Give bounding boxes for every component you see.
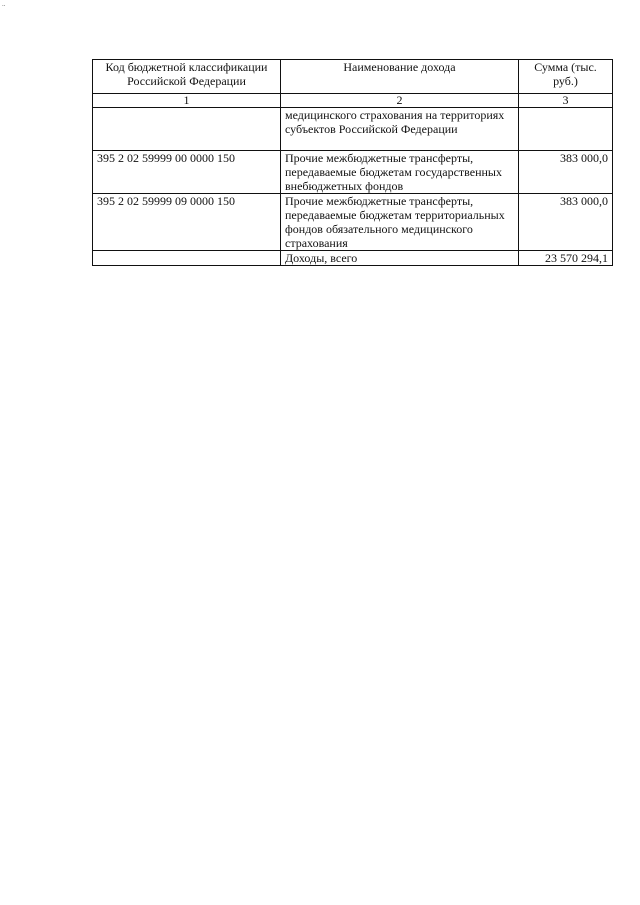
table-row [93, 108, 613, 151]
row-amount [519, 108, 613, 151]
row-name: медицинского страхования на территориях субъектов Российской Федерации [281, 108, 519, 151]
header-row [93, 60, 613, 94]
total-row [93, 251, 613, 266]
row-code [93, 108, 281, 151]
header-code: Код бюджетной классификации Российской Федерации [93, 60, 281, 94]
row-amount: 383 000,0 [519, 194, 613, 251]
table-row [93, 151, 613, 194]
total-amount: 23 570 294,1 [519, 251, 613, 266]
row-code: 395 2 02 59999 00 0000 150 [93, 151, 281, 194]
row-code: 395 2 02 59999 09 0000 150 [93, 194, 281, 251]
revenue-table [92, 59, 613, 266]
row-name: Прочие межбюджетные трансферты, передаваемые бюджетам государственных внебюджетных фондов [281, 151, 519, 194]
header-amount: Сумма (тыс. руб.) [519, 60, 613, 94]
column-number: 1 [93, 94, 281, 108]
header-name: Наименование дохода [281, 60, 519, 94]
column-number: 2 [281, 94, 519, 108]
row-amount: 383 000,0 [519, 151, 613, 194]
page-mark: .. [2, 0, 6, 8]
table-row [93, 194, 613, 251]
row-name: Прочие межбюджетные трансферты, передаваемые бюджетам территориальных фондов обязательного медицинского страхования [281, 194, 519, 251]
column-number: 3 [519, 94, 613, 108]
total-label: Доходы, всего [281, 251, 519, 266]
total-code [93, 251, 281, 266]
column-number-row [93, 94, 613, 108]
